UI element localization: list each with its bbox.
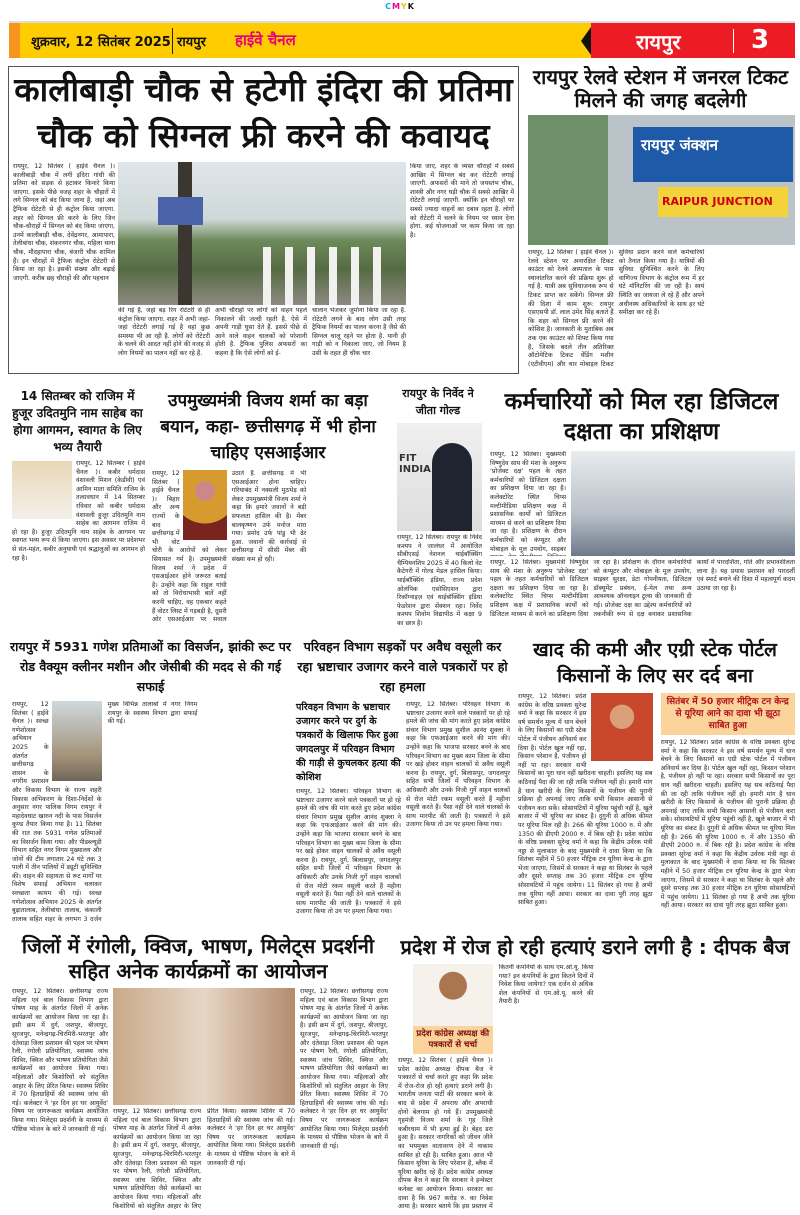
- photo-events: [113, 988, 295, 1105]
- article-nirved: [394, 385, 482, 626]
- article-text: रायपुर, 12 सितंबर। छत्तीसगढ़ राज्य महिला एवं बाल विकास विभाग द्वारा पोषण माह के अंतर्गत जिलों में अनेक कार्यक्रमों का आयोजन किया जा रहा है। इसी क्रम में दुर्ग, जशपुर, बीजापुर, सूरजपुर, मनेन्द्रगढ़-चिरमिरी-भरतपुर और दंतेवाड़ा जिला प्रशासन की पहल पर पोषण रैली, रंगोली प्रतियोगिता, स्वास्थ्य जांच शिविर, क्विज और भाषण प्रतियोगिता जैसे कार्यक्रमों का आयोजन किया गया। महिलाओं और किशोरियों को संतुलित आहार के लिए प्रेरित किया। स्वास्थ्य शिविर में 70 हितग्राहियों की स्वास्थ्य जांच की गई। कलेक्टर ने 'हर दिन हर घर आयुर्वेद' विषय पर जागरूकता कार्यक्रम आयोजित किया गया। मिलेट्स प्रदर्शनी के माध्यम से पौष्टिक भोजन के बारे में जानकारी दी गई।: [12, 988, 108, 1133]
- article-body: [12, 701, 293, 925]
- header-divider: [172, 28, 173, 54]
- article-railway: [526, 66, 795, 374]
- headline: कालीबाड़ी चौक से हटेगी इंदिरा की प्रतिमा: [14, 70, 513, 109]
- arrow-icon: [581, 27, 591, 55]
- article-text: किया जाए, शहर के व्यस्त चौराहों में सबसे आखिर में सिग्नल बंद कर रोटेटरी लगाई जाएगी. अफसरों की माने तो जयस्तंभ चौक, शास्त्री और नगर घड़ी चौक में सबसे आखिर में रोटेटरी लगाई जाएगी. क्योंकि इन चौराहों पर सबसे ज्यादा वाहनों का दबाव रहता है. लोगों को रोटेटरी में चलने के नियम पर ध्यान देना होगा. कई योजनाओं पर काम किया जा रहा है।: [410, 163, 514, 239]
- article-body: [518, 693, 795, 925]
- photo-raipur-junction: [528, 115, 795, 245]
- photo-cleanup: [52, 701, 102, 781]
- article-text: रायपुर, 12 सितंबर ( हाईवे चैनल )। कालीबाड़ी चौक में लगी इंदिरा गांधी की प्रतिमा को सड़क से हटाकर किनारे किया जाएगा. इसके पीछे वजह शहर के चौहारों में लगे सिग्नल को बंद किया जाना है, जहां अब ट्रैफिक रोटेटरी से ही कंट्रोल किया जाएगा. शहर को सिग्नल फ्री करने के लिए जिन चौक-चौराहों में सिग्नल को बंद किया जाएगा, उनमें कालीबाड़ी चौक, देवेंद्रनगर, आमापारा, तेलीबांधा चौक, शंकरनगर चौक, महिला थाना चौक, मौदहापारा चौक, बंजारी चौक शामिल हैं। इन चौराहों में ट्रैफिक कंट्रोल रोटेटरी से किया जा रहा है। इसकी संख्या और बढ़ाई जाएगी. करीब छह चौराहों की और पहचान: [13, 163, 115, 282]
- cmyk-marker: CMYK: [385, 2, 415, 11]
- section-banner: [591, 23, 795, 58]
- photo-kalibadi-chowk: [118, 162, 406, 305]
- article-text: रायपुर, 12 सितंबर। परिवहन विभाग के भ्रष्टाचार उजागर करने वाले पत्रकारों पर हो रहे हमले की जांच की मांग करते हुए प्रदेश कांग्रेस संचार विभाग प्रमुख सुशील आनंद शुक्ला ने कहा कि एफआईआर करने की मांग की। उन्होंने कहा कि भाजपा सरकार बनने के बाद परिवहन विभाग का मुख्य काम जिला के सीमा पर खड़े होकर वाहन चालकों से अवैध वसूली करना है। रायपुर, दुर्ग, बिलासपुर, जगदलपुर सहित सभी जिलों में परिवहन विभाग के अधिकारी और उनके निजी गुर्गे वाहन चालकों से रोज मोटी रकम वसूली करते हैं महीना वसूली करते हैं। पैसा नहीं देने वाले चालकों के साथ मारपीट की जाती है। पत्रकारों ने इसे उजागर किया तो उन पर हमला किया गया।: [296, 788, 401, 916]
- article-text: रायपुर, 12 सितंबर। प्रदेश कांग्रेस के वरिष्ठ प्रवक्ता सुरेन्द्र वर्मा ने कहा कि सरकार ने इस वर्ष समर्थन मूल्य में धान बेचने के लिए किसानों का एग्री स्टेक पोर्टल में पंजीयन अनिवार्य कर दिया है। पोर्टल खुल नहीं रहा, किसान परेशान है, पंजीयन हो नहीं पा रहा। सरकार सभी किसानों का पूरा धान नहीं खरीदना चाहती। इसलिए यह सब कठिनाई पैदा की जा रही ताकि पंजीयन नहीं हो। हमारी मांग है धान खरीदी के लिए किसानों के पंजीयन की पुरानी प्रक्रिया ही अपनाई जाए ताकि सभी किसान आसानी से पंजीयन करा सकें। सोसायटियों में यूरिया पहुंची नहीं है, खुले बाजार में भी यूरिया का संकट है। दुगुनी से अधिक कीमत पर यूरिया मिल रही है। 266 की यूरिया 1000 रु. में और 1350 की डीएपी 2000 रु. में बिक रही है। प्रदेश कांग्रेस के वरिष्ठ प्रवक्ता सुरेन्द्र वर्मा ने कहा कि केंद्रीय उर्वरक मंत्री नड्डा से मुलाकात के बाद मुख्यमंत्री ने दावा किया था कि सितंबर महीने में 50 हजार मीट्रिक टन यूरिया केन्द्र के द्वारा भेजा जाएगा, जिसमें से सरकार ने कहा था सितंबर के पहले और दूसरे सप्ताह तक 30 हजार मीट्रिक टन यूरिया सोसायटियों में पहुंच जायेगा। 11 सितंबर हो गया है अभी तक यूरिया नहीं आया। सरकार का दावा पूरी तरह झूठा साबित हुआ।: [518, 693, 653, 907]
- headline: खाद की कमी और एग्री स्टेक पोर्टल किसानों के लिए सर दर्द बना: [533, 639, 777, 687]
- article-text: चालान भेजकर जुर्माना किया जा रहा है. रोटेटरी लगने के बाद लोग उसी तरह ट्रैफिक नियमों का पालन करना है जैसे की सिग्नल चालू रहने पर होता है. यानी ही गाड़ी को न निकाला जाए, जो नियम है उसी के तहत ही चौक चार: [312, 307, 406, 357]
- article-baij: [395, 934, 795, 1215]
- article-text: रायपुर, 12 सितंबर। छत्तीसगढ़ राज्य महिला एवं बाल विकास विभाग द्वारा पोषण माह के अंतर्गत जिलों में अनेक कार्यक्रमों का आयोजन किया जा रहा है। इसी क्रम में दुर्ग, जशपुर, बीजापुर, सूरजपुर, मनेन्द्रगढ़-चिरमिरी-भरतपुर और दंतेवाड़ा जिला प्रशासन की पहल पर पोषण रैली, रंगोली प्रतियोगिता, स्वास्थ्य जांच शिविर, क्विज और भाषण प्रतियोगिता जैसे कार्यक्रमों का आयोजन किया गया। महिलाओं और किशोरियों को संतुलित आहार के लिए प्रेरित किया। स्वास्थ्य शिविर में 70 हितग्राहियों की स्वास्थ्य जांच की गई। कलेक्टर ने 'हर दिन हर घर आयुर्वेद' विषय पर जागरूकता कार्यक्रम आयोजित किया गया। मिलेट्स प्रदर्शनी के माध्यम से पौष्टिक भोजन के बारे में जानकारी दी गई।: [113, 1108, 295, 1210]
- photo-deepak-baij: [413, 964, 493, 1026]
- section-divider: [733, 29, 734, 53]
- article-text: रायपुर, 12 सितंबर ( हाईवे चैनल )। स्वच्छ गणेशोत्सव अभियान 2025 के अंतर्गत छत्तीसगढ़ शासन के नगरीय प्रशासन और विकास विभाग के राज्य शहरी विकास अभिकरण के दिशा-निर्देशों के अनुसार नगर पालिक निगम रायपुर ने महादेवघाट खारुन नदी के पास विसर्जन कुण्ड तैयार किया गया है। 11 सितंबर की रात तक 5931 गणेश प्रतिमाओं का विसर्जन किया गया। और पीडब्ल्यूडी विभाग सहित नगर निगम मुख्यालय और जोनों की टीम लगातार 24 घंटे तक 3 पाली में तीन पालियों में ड्यूटी सुनिश्चित की। वाहन की सहायता से रूट मार्गों पर विशेष सफाई अभियान चलाकर स्वच्छता कायम की गई। स्वच्छ गणेशोत्सव अभियान 2025 के अंतर्गत बुढ़ातालाब, तेलीबांधा तालाब, कंकाली तालाब सहित शहर के लगभग 3 दर्जन मुख्य विभिन्न तालाबों में नगर निगम रायपुर के स्वास्थ्य विभाग द्वारा सफाई की गई।: [12, 701, 198, 923]
- header-strip: [9, 23, 20, 58]
- section-name: रायपुर: [636, 30, 681, 54]
- photo-surendra-verma: [591, 693, 653, 761]
- header-city: रायपुर: [177, 35, 206, 50]
- article-text: अभी चौराहों पर लोगों को वाहन पहले निकालने की जल्दी रहती है. ऐसे में अपनी गाड़ी घुसा देते हैं. इससे पीछे से आने वाले वाहन चालकों को परेशानी होती है. ट्रैफिक पुलिस अफसरों का कहना है कि ऐसे लोगों को ई-: [215, 307, 307, 357]
- headline: उपमुख्यमंत्री विजय शर्मा का बड़ा बयान, कहा- छत्तीसगढ़ में भी होना चाहिए एसआईआर: [160, 391, 376, 463]
- headline: जिलों में रंगोली, क्विज, भाषण, मिलेट्स प्रदर्शनी सहित अनेक कार्यक्रमों का आयोजन: [21, 934, 375, 983]
- article-text: रायपुर, 12 सितंबर। रायपुर के निर्वेद कश्यप ने जालंधर में आयोजित सीबीएसई नेशनल थाईबॉक्सिंग चैम्पियनशिप 2025 में 40 किलो वेट कैटेगरी में गोल्ड मेडल हासिल किया। थाईबॉक्सिंग इंडिया, राज्य प्रदेश ओलंपिक एसोसिएशन द्वारा रिकॉग्नाइज़ एवं थाईबॉक्सिंग इंडिया फेडरेशन द्वारा सेंक्शन रहा। निर्वेद कश्यप शिवोम विद्यापीठ में कक्षा 9 का छात्र है।: [397, 534, 482, 626]
- article-text: रायपुर, 12 सितंबर। मुख्यमंत्री विष्णुदेव साय की मंशा के अनुरूप ‘प्रोजेक्ट दक्ष’ पहल के तहत कर्मचारियों को डिजिटल दक्षता का प्रशिक्षण दिया जा रहा है। कलेक्टोरेट स्थित चिप्स मल्टीमीडिया प्रशिक्षण कक्ष में प्रशासनिक कार्यों को डिजिटल माध्यम से करने का प्रशिक्षण दिया जा रहा है। प्रशिक्षण के दौरान कर्मचारियों को कंप्यूटर और मोबाइल के मूल उपयोग, साइबर: [490, 451, 566, 553]
- article-body: [12, 460, 145, 626]
- article-khad: [515, 637, 795, 925]
- article-text: रायपुर, 12 सितंबर ( हाईवे चैनल )। बिहार और अन्य राज्यों के बाद छत्तीसगढ़ में भी वोट चोरी के आरोपों को लेकर सियासत गर्म है। उपमुख्यमंत्री विजय शर्मा ने प्रदेश में एसआईआर होने जरूरत बताई है। उन्होंने कहा कि राहुल गांधी को तो विरोधाभासी बातें नहीं करनी चाहिए, वह एकबार कहते हैं वोटर लिस्ट में गड़बड़ी है, दूसरी ओर एसआईआर पर सवाल उठाते हैं. छत्तीसगढ़ में भी एसआईआर होना चाहिए। गरियाबंद में नक्सली मुठभेड़ को लेकर उपमुख्यमंत्री विजय शर्मा ने कहा कि हमारे जवानों ने बड़ी सफलता हासिल की है। मेंबर बालकृष्णन उर्फ मनोज मारा गया। प्रमोद उर्फ पांडु भी ढेर हुआ. जवानों की कार्रवाई से छत्तीसगढ़ में सीसी मेंबर की संख्या कम हो रही।: [152, 470, 307, 624]
- article-subheading: परिवहन विभाग के भ्रष्टाचार उजागर करने पर दुर्ग के पत्रकारों के खिलाफ फिर हुआ जगदलपुर में परिवहन विभाग की गाड़ी से कुचलकर हत्या की कोशिश: [296, 702, 401, 783]
- article-top-row: [490, 451, 795, 556]
- headline: चौक को सिग्नल फ्री करने की कवायद: [37, 116, 490, 155]
- article-sharma: [150, 388, 386, 626]
- station-sign: रायपुर जंक्शन: [633, 127, 793, 182]
- photo-vijay-sharma: [183, 470, 227, 540]
- article-right-column: [661, 693, 796, 925]
- article-body: [398, 964, 795, 1215]
- page-number: 3: [751, 25, 770, 55]
- headline: प्रदेश में रोज हो रही हत्याएं डराने लगी है : दीपक बैज: [400, 935, 790, 959]
- article-text: रायपुर, 12 सितंबर ( हाईवे चैनल )। रेलवे स्टेशन पर अनारक्षित टिकट काउंटर को रेलवे अस्पताल के पास स्थानांतरित करने की प्रक्रिया शुरू हो गई है. यात्री अब सुविधाजनक रूप से टिकट प्राप्त कर सकेंगे। सिग्नल फ्री की दिशा में काम शुरू: रायपुर एसएसपी डॉ. लाल उमेद सिंह बताते हैं कि शहर को सिग्नल फ्री करने की कोशिश है। जानकारी के मुताबिक अब तक एक काउंटर को शिफ्ट किया गया है, जिसके बदले तीन अतिरिक्त ऑटोमेटिक टिकट वेंडिंग मशीन (एटीवीएम) और चार मोबाइल टिकट सुविधा प्रदान करने वाले कर्मचारियों को तैनात किया गया है। यात्रियों की सुविधा सुनिश्चित करने के लिए वाणिज्य विभाग के कंट्रोल रूम में हर घंटे मॉनिटरिंग की जा रही है। स्वयं स्थिति का जायजा ले रहे हैं और अपने अधीनस्थ अधिकारियों के साथ हर घंटे समीक्षा कर रहे हैं।: [528, 249, 705, 368]
- photo-udit-muni: [12, 461, 72, 519]
- article-middle-column: [113, 988, 295, 1215]
- newspaper-logo: हाईवे चैनल: [235, 31, 296, 49]
- photo-block: [413, 964, 493, 1054]
- article-ganesh: [8, 637, 293, 925]
- article-kabir: [10, 388, 145, 626]
- article-text: रायपुर, 12 सितम्बर ( हाईवे चैनल )। कबीर धर्मदास वंशावली मिशन (केडीवी) एवं आमिन माता समिति राजिम के तत्वावधान में 14 सितम्बर रविवार को कबीर धर्मदास वंशावली हुजूर उदितमुनि नाम साहेब का आगमन राजिम में हो रहा है। हुजूर उदितमुनि नाम साहेब के आगमन पर स्वागत भव्य रूप से किया जाएगा। इस अवसर पर प्रदेशभर से संत-महंत, कबीर अनुयायी एवं श्रद्धालुओं का आगमन हो रहा है।: [12, 460, 145, 562]
- article-left-column: [296, 701, 401, 925]
- article-body: [296, 701, 510, 925]
- headline: रायपुर के निर्वेद ने जीता गोल्ड: [402, 387, 474, 417]
- article-transport: [295, 637, 510, 925]
- article-digital: [488, 387, 795, 626]
- photo-training-session: [571, 451, 795, 556]
- photo-caption: प्रदेश कांग्रेस अध्यक्ष की पत्रकारों से चर्चा: [413, 1026, 493, 1054]
- headline: 14 सितम्बर को राजिम में हुजूर उदितमुनि नाम साहेब का होगा आगमन, स्वागत के लिए भव्य तैयारी: [12, 389, 143, 454]
- article-body: [152, 470, 386, 626]
- headline: रायपुर रेलवे स्टेशन में जनरल टिकट मिलने की जगह बदलेगी: [532, 66, 789, 112]
- article-rangoli: [8, 934, 388, 1215]
- article-body: [12, 988, 388, 1215]
- headline: रायपुर में 5931 गणेश प्रतिमाओं का विसर्जन, झांकी रूट पर रोड वैक्यूम क्लीनर मशीन और जेसीबी की मदद से की गई सफाई: [10, 639, 291, 694]
- article-text: रायपुर, 12 सितंबर। छत्तीसगढ़ राज्य महिला एवं बाल विकास विभाग द्वारा पोषण माह के अंतर्गत जिलों में अनेक कार्यक्रमों का आयोजन किया जा रहा है। इसी क्रम में दुर्ग, जशपुर, बीजापुर, सूरजपुर, मनेन्द्रगढ़-चिरमिरी-भरतपुर और दंतेवाड़ा जिला प्रशासन की पहल पर पोषण रैली, रंगोली प्रतियोगिता, स्वास्थ्य जांच शिविर, क्विज और भाषण प्रतियोगिता जैसे कार्यक्रमों का आयोजन किया गया। महिलाओं और किशोरियों को संतुलित आहार के लिए प्रेरित किया। स्वास्थ्य शिविर में 70 हितग्राहियों की स्वास्थ्य जांच की गई। कलेक्टर ने 'हर दिन हर घर आयुर्वेद' विषय पर जागरूकता कार्यक्रम आयोजित किया गया। मिलेट्स प्रदर्शनी के माध्यम से पौष्टिक भोजन के बारे में जानकारी दी गई।: [300, 988, 388, 1150]
- article-text: रायपुर, 12 सितंबर ( हाईवे चैनल )। प्रदेश कांग्रेस अध्यक्ष दीपक बैज ने पत्रकारों से चर्चा करते हुए कहा कि प्रदेश में रोज-रोज हो रही हत्याएं डराने लगी है। भारतीय जनता पार्टी की सरकार बनने के बाद से प्रदेश में अपराध और अपराधी दोनों बेलगाम हो गये हैं। उपमुख्यमंत्री गृहमंत्री विजय शर्मा के गृह जिले कबीरधाम में भी हत्या हुई है। बेहद डरा हुआ है। सरकार नागरिकों को जीवन जीने का भयमुक्त वातावरण देने में नाकाम साबित हो रही है। साबित हुआ। आज भी किसान यूरिया के लिए परेशान है, ब्लैक में यूरिया खरीद रहे हैं। प्रदेश कांग्रेस अध्यक्ष दीपक बैज ने कहा कि सरकार ने इन्वेस्टर कनेक्ट का आयोजन किया। सरकार का दावा है कि 967 करोड़ रु. का निवेश आया है। सरकार बताये कि इस प्रस्ताव में कितनी कंपनियों के साथ एम.ओ.यू. किया गया? इन कंपनियों के द्वारा कितने दिनों में निवेश किया जायेगा? एक दर्जन से अधिक शेल कंपनियों से एम.ओ.यू. करने की तैयारी है।: [398, 964, 594, 1211]
- article-text: रायपुर, 12 सितंबर। परिवहन विभाग के भ्रष्टाचार उजागर करने वाले पत्रकारों पर हो रहे हमले की जांच की मांग करते हुए प्रदेश कांग्रेस संचार विभाग प्रमुख सुशील आनंद शुक्ला ने कहा कि एफआईआर करने की मांग की। उन्होंने कहा कि भाजपा सरकार बनने के बाद परिवहन विभाग का मुख्य काम जिला के सीमा पर खड़े होकर वाहन चालकों से अवैध वसूली करना है। रायपुर, दुर्ग, बिलासपुर, जगदलपुर सहित सभी जिलों में परिवहन विभाग के अधिकारी और उनके निजी गुर्गे वाहन चालकों से रोज मोटी रकम वसूली करते हैं महीना वसूली करते हैं। पैसा नहीं देने वाले चालकों के साथ मारपीट की जाती है। पत्रकारों ने इसे उजागर किया तो उन पर हमला किया गया।: [406, 701, 510, 829]
- header-date: शुक्रवार, 12 सितंबर 2025: [31, 35, 171, 50]
- page-header: [9, 21, 795, 58]
- photo-nirved: FIT INDIA: [397, 423, 482, 531]
- article-text: रायपुर, 12 सितंबर। प्रदेश कांग्रेस के वरिष्ठ प्रवक्ता सुरेन्द्र वर्मा ने कहा कि सरकार ने इस वर्ष समर्थन मूल्य में धान बेचने के लिए किसानों का एग्री स्टेक पोर्टल में पंजीयन अनिवार्य कर दिया है। पोर्टल खुल नहीं रहा, किसान परेशान है, पंजीयन हो नहीं पा रहा। सरकार सभी किसानों का पूरा धान नहीं खरीदना चाहती। इसलिए यह सब कठिनाई पैदा की जा रही ताकि पंजीयन नहीं हो। हमारी मांग है धान खरीदी के लिए किसानों के पंजीयन की पुरानी प्रक्रिया ही अपनाई जाए ताकि सभी किसान आसानी से पंजीयन करा सकें। सोसायटियों में यूरिया पहुंची नहीं है, खुले बाजार में भी यूरिया का संकट है। दुगुनी से अधिक कीमत पर यूरिया मिल रही है। 266 की यूरिया 1000 रु. में और 1350 की डीएपी 2000 रु. में बिक रही है। प्रदेश कांग्रेस के वरिष्ठ प्रवक्ता सुरेन्द्र वर्मा ने कहा कि केंद्रीय उर्वरक मंत्री नड्डा से मुलाकात के बाद मुख्यमंत्री ने दावा किया था कि सितंबर महीने में 50 हजार मीट्रिक टन यूरिया केन्द्र के द्वारा भेजा जाएगा, जिसमें से सरकार ने कहा था सितंबर के पहले और दूसरे सप्ताह तक 30 हजार मीट्रिक टन यूरिया सोसायटियों में पहुंच जायेगा। 11 सितंबर हो गया है अभी तक यूरिया नहीं आया। सरकार का दावा पूरी तरह झूठा साबित हुआ।: [660, 739, 795, 910]
- station-sign: RAIPUR JUNCTION: [658, 187, 788, 217]
- article-left-column: [518, 693, 653, 925]
- article-text: की गई है, जहां बड़ रिंग रोटेटरी से ही कंट्रोल किया जाएगा. शहर में अभी जहां-जहां रोटेटरी लगाई गई है वहां कुछ समस्या भी आ रही है. लोगों को रोटेटरी के चलने की आदत नहीं होने की वजह से लोग नियमों का पालन नहीं कर रहे हैं.: [118, 307, 210, 357]
- highlight-box: सितंबर में 50 हजार मीट्रिक टन केन्द्र से यूरिया आने का दावा भी झूठा साबित हुआ: [661, 693, 796, 735]
- article-text: रायपुर, 12 सितंबर। मुख्यमंत्री विष्णुदेव साय की मंशा के अनुरूप ‘प्रोजेक्ट दक्ष’ पहल के तहत कर्मचारियों को डिजिटल दक्षता का प्रशिक्षण दिया जा रहा है। कलेक्टोरेट स्थित चिप्स मल्टीमीडिया प्रशिक्षण कक्ष में प्रशासनिक कार्यों को डिजिटल माध्यम से करने का प्रशिक्षण दिया जा रहा है। प्रशिक्षण के दौरान कर्मचारियों को कंप्यूटर और मोबाइल के मूल उपयोग, साइबर सुरक्षा, डेटा गोपनीयता, डिजिटल डॉक्यूमेंट प्रबंधन, ई-मेल तथा अन्य आवश्यक ऑनलाइन टूल्स की जानकारी दी गई। प्रोजेक्ट दक्ष का उद्देश्य कर्मचारियों को तकनीकी रूप से दक्ष बनाकर प्रशासनिक कार्यों में पारदर्शिता, गति और प्रभावशीलता लाना है। यह प्रयास प्रशासन को पारदर्शी एवं स्मार्ट बनाने की दिशा में महत्वपूर्ण कदम उठाया जा रहा है।: [490, 559, 795, 618]
- headline: परिवहन विभाग सड़कों पर अवैध वसूली कर रहा भ्रष्टाचार उजागर करने वाले पत्रकारों पर हो रहा हमला: [297, 639, 508, 694]
- headline: कर्मचारियों को मिल रहा डिजिटल दक्षता का प्रशिक्षण: [504, 389, 779, 445]
